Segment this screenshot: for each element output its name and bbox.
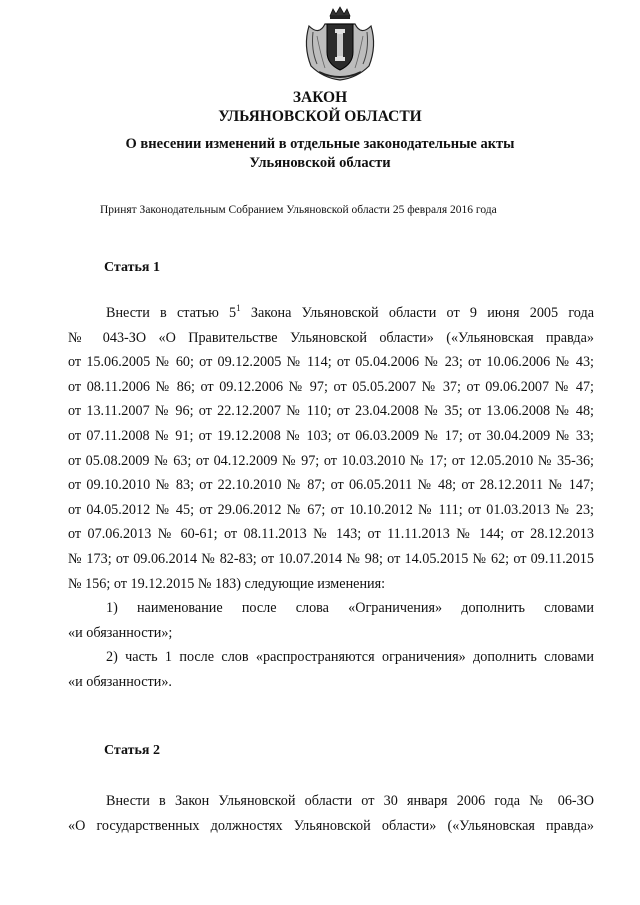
article-2-line: «О государственных должностях Ульяновской области» («Ульяновская правда» [68, 817, 594, 834]
law-subtitle [0, 135, 640, 173]
article-1-line: от 07.06.2013 № 60-61; от 08.11.2013 № 143; от 11.11.2013 № 144; от 28.12.2013 [68, 526, 594, 543]
coat-of-arms-icon [297, 6, 383, 82]
law-subtitle-line-1: О внесении изменений в отдельные законодательные акты [125, 136, 515, 152]
article-1-line: от 04.05.2012 № 45; от 29.06.2012 № 67; от 10.10.2012 № 111; от 01.03.2013 № 23; [68, 501, 594, 518]
law-title-line-1: ЗАКОН [292, 89, 348, 106]
article-1-item-1: 1) наименование после слова «Ограничения» дополнить словами [106, 600, 594, 617]
law-title-line-2: УЛЬЯНОВСКОЙ ОБЛАСТИ [218, 108, 422, 125]
article-1-item-2: 2) часть 1 после слов «распространяются ограничения» дополнить словами [106, 649, 594, 666]
law-title [0, 88, 640, 126]
article-1-line: № 043-ЗО «О Правительстве Ульяновской области» («Ульяновская правда» [68, 329, 594, 346]
article-2-body [68, 789, 594, 838]
article-1-line: Внести в статью $5^1$ Закона Ульяновской области от 9 июня 2005 года [106, 303, 594, 321]
article-1-body [68, 301, 594, 695]
article-1-line: от 05.08.2009 № 63; от 04.12.2009 № 97; от 10.03.2010 № 17; от 12.05.2010 № 35-36; [68, 452, 594, 469]
law-subtitle-line-2: Ульяновской области [249, 155, 391, 171]
article-1-line: «и обязанности»; [68, 624, 173, 641]
adoption-note: Принят Законодательным Собранием Ульяновской области 25 февраля 2016 года [100, 204, 497, 216]
article-1-line: от 07.11.2008 № 91; от 19.12.2008 № 103; от 06.03.2009 № 17; от 30.04.2009 № 33; [68, 427, 594, 444]
article-2-heading: Статья 2 [104, 743, 160, 758]
article-1-line: от 13.11.2007 № 96; от 22.12.2007 № 110; от 23.04.2008 № 35; от 13.06.2008 № 48; [68, 403, 594, 420]
article-1-line: от 15.06.2005 № 60; от 09.12.2005 № 114; от 05.04.2006 № 23; от 10.06.2006 № 43; [68, 354, 594, 371]
article-1-line: от 09.10.2010 № 83; от 22.10.2010 № 87; от 06.05.2011 № 48; от 28.12.2011 № 147; [68, 477, 594, 494]
article-1-line: от 08.11.2006 № 86; от 09.12.2006 № 97; от 05.05.2007 № 37; от 09.06.2007 № 47; [68, 378, 594, 395]
article-1-line: № 156; от 19.12.2015 № 183) следующие изменения: [68, 575, 386, 592]
article-2-line: Внести в Закон Ульяновской области от 30 января 2006 года № 06-ЗО [106, 793, 594, 809]
article-1-line: № 173; от 09.06.2014 № 82-83; от 10.07.2014 № 98; от 14.05.2015 № 62; от 09.11.2015 [68, 550, 594, 567]
article-1-line: «и обязанности». [68, 673, 172, 690]
article-1-heading: Статья 1 [104, 260, 160, 275]
